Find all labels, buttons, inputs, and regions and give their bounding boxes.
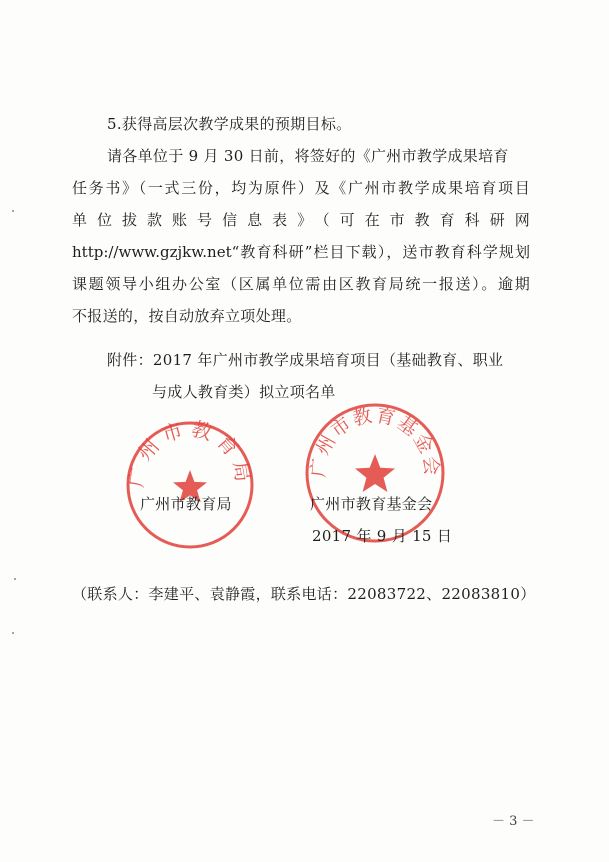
page-number: － 3 － — [492, 814, 535, 829]
official-seal-education-foundation — [302, 400, 448, 546]
body-line-2: 请各单位于 9 月 30 日前，将签好的《广州市教学成果培育 — [107, 147, 509, 165]
signature-org-1: 广州市教育局 — [140, 495, 232, 513]
signature-org-2: 广州市教育基金会 — [310, 495, 433, 513]
scan-speck — [12, 210, 14, 212]
body-line-6: 课题领导小组办公室（区属单位需由区教育局统一报送）。逾期 — [72, 275, 530, 293]
body-line-7: 不报送的，按自动放弃立项处理。 — [72, 307, 302, 325]
body-line-1: 5.获得高层次教学成果的预期目标。 — [107, 115, 352, 133]
body-line-4: 单位拔款账号信息表》（可在市教育科研网 — [72, 211, 530, 229]
contact-info: （联系人：李建平、袁静霞，联系电话：22083722、22083810） — [72, 585, 536, 603]
attachment-line-2: 与成人教育类）拟立项名单 — [152, 383, 336, 401]
seal1-arc-text: 广州市教育局 — [123, 418, 257, 490]
seal2-star-icon — [355, 454, 395, 492]
body-line-3: 任务书》（一式三份，均为原件）及《广州市教学成果培育项目 — [72, 179, 530, 197]
seal2-arc-text: 广州市教育基金会 — [307, 404, 443, 479]
scan-speck — [14, 578, 16, 580]
official-seal-education-bureau — [123, 418, 257, 552]
attachment-line-1: 附件：2017 年广州市教学成果培育项目（基础教育、职业 — [107, 351, 504, 369]
scan-speck — [12, 632, 14, 634]
signature-date: 2017 年 9 月 15 日 — [312, 527, 453, 545]
body-line-5: http://www.gzjkw.net“教育科研”栏目下载），送市教育科学规划 — [72, 243, 530, 261]
